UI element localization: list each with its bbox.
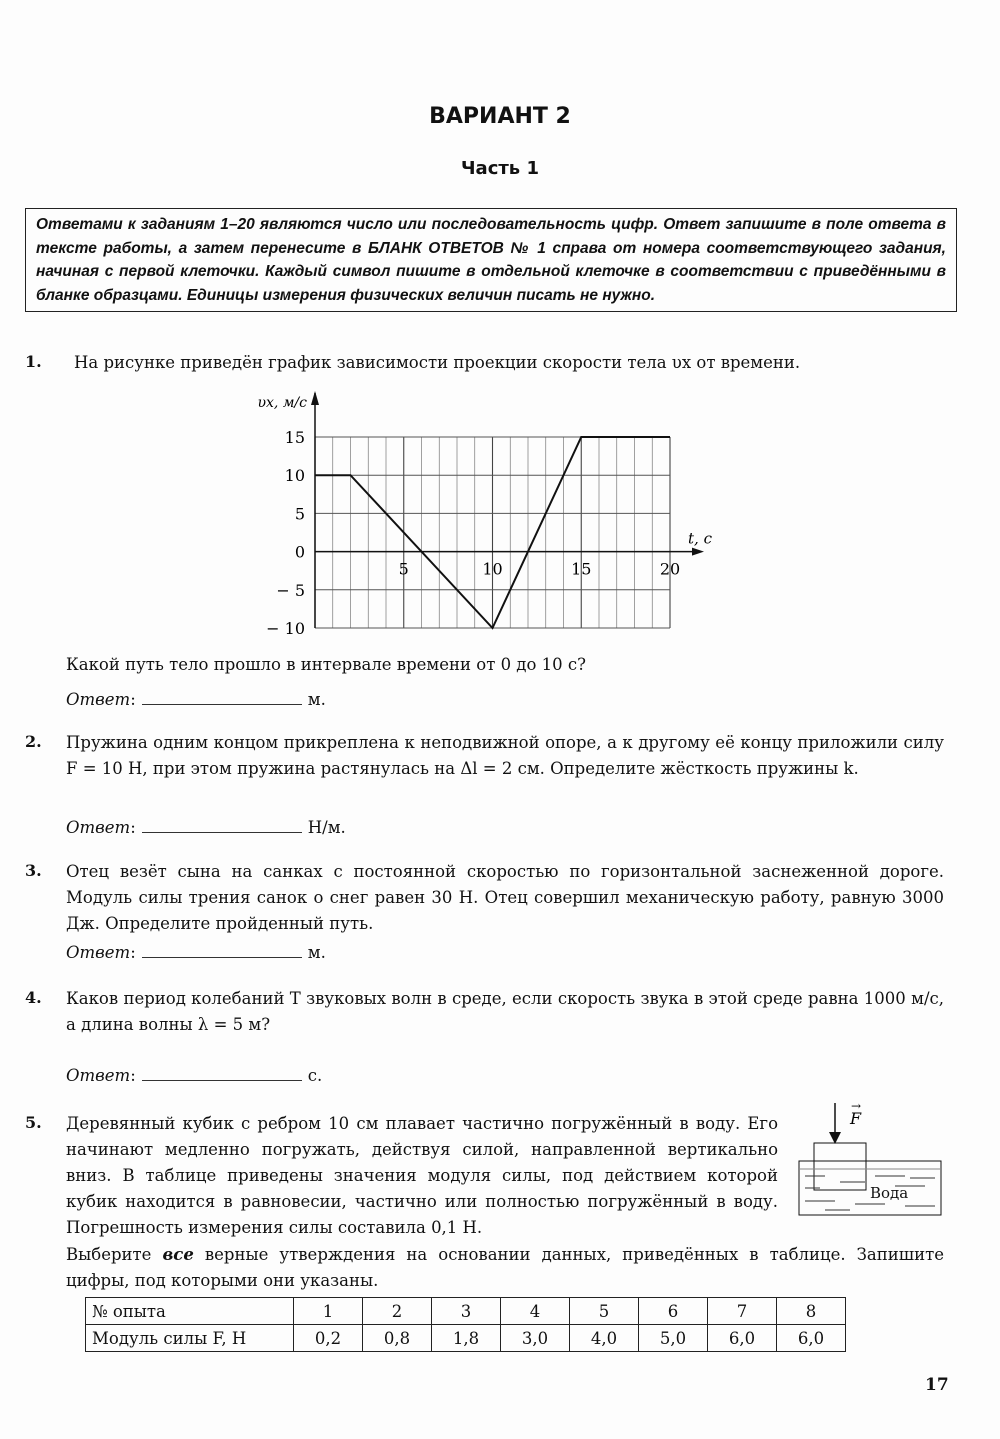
water-label: Вода [870, 1184, 909, 1202]
y-axis-arrow-icon [311, 391, 319, 405]
variant-title: ВАРИАНТ 2 [429, 104, 571, 129]
q2-text: Пружина одним концом прикреплена к неподвижной опоре, а к другому её концу приложили силу F = 10 Н, при этом пружина растянулась на Δl = 2 см. Определите жёсткость пружины k. [66, 733, 944, 778]
table-row: Модуль силы F, Н 0,2 0,8 1,8 3,0 4,0 5,0 6,0 6,0 [86, 1325, 846, 1352]
unit: м. [307, 690, 326, 709]
q5-select-instruction: Выберите все верные утверждения на основании данных, приведённых в таблице. Запишите цифры, под которыми они указаны. [66, 1245, 944, 1290]
part-title: Часть 1 [461, 158, 539, 179]
unit: м. [307, 943, 326, 962]
page-number: 17 [925, 1375, 949, 1395]
y-tick-label: 0 [294, 542, 305, 562]
cube-in-water-figure [795, 1098, 945, 1218]
q1-number: 1. [25, 352, 42, 371]
x-tick-label: 15 [571, 559, 592, 579]
q3-text: Отец везёт сына на санках с постоянной скоростью по горизонтальной заснеженной дороге. Модуль силы трения санок о снег равен 30 Н. Отец совершил механическую работу, равную 3000 Дж. Определите пройденный путь. [66, 862, 944, 933]
q3-answer-field[interactable] [142, 943, 302, 958]
y-axis-label: υx, м/с [257, 395, 307, 411]
q2-answer-field[interactable] [142, 818, 302, 833]
q1-answer: Ответ: м. [66, 690, 326, 709]
x-axis-label: t, с [688, 529, 712, 548]
y-tick-label: 10 [284, 466, 305, 486]
force-label: F [850, 1109, 862, 1128]
q5-text: Деревянный кубик с ребром 10 см плавает частично погружённый в воду. Его начинают медленно погружать, действуя силой, направленной вертикально вниз. В таблице приведены значения модуля силы, под действием которой кубик находится в равновесии, частично или полностью погружённый в воду. Погрешность измерения силы составила 0,1 Н. [66, 1114, 778, 1237]
answer-label: Ответ [66, 1066, 131, 1085]
q1-question: Какой путь тело прошло в интервале времени от 0 до 10 с? [66, 655, 586, 674]
unit: Н/м. [307, 818, 346, 837]
x-tick-label: 5 [398, 559, 409, 579]
y-tick-label: 15 [284, 428, 305, 447]
instructions-box: Ответами к заданиям 1–20 являются число или последовательность цифр. Ответ запишите в поле ответа в тексте работы, а затем перенесите в БЛАНК ОТВЕТОВ № 1 справа от номера соответствующего задания, начиная с первой клеточки. Каждый символ пишите в отдельной клеточке в соответствии с приведёнными в бланке образцами. Единицы измерения физических величин писать не нужно. [25, 208, 957, 312]
x-tick-label: 20 [659, 559, 681, 579]
q4-answer-field[interactable] [142, 1066, 302, 1081]
q3-answer: Ответ: м. [66, 943, 326, 962]
answer-label: Ответ [66, 943, 131, 962]
table-row: № опыта 1 2 3 4 5 6 7 8 [86, 1298, 846, 1325]
q1-answer-field[interactable] [142, 690, 302, 705]
y-tick-label: − 5 [276, 580, 305, 600]
y-tick-label: − 10 [266, 619, 305, 638]
velocity-chart [240, 385, 730, 645]
force-table [85, 1297, 846, 1352]
svg-text:→: → [851, 1099, 862, 1113]
answer-label: Ответ [66, 818, 131, 837]
q2-answer: Ответ: Н/м. [66, 818, 346, 837]
answer-label: Ответ [66, 690, 131, 709]
q1-text: На рисунке приведён график зависимости проекции скорости тела υx от времени. [74, 353, 801, 372]
q2-number: 2. [25, 732, 42, 751]
y-tick-label: 5 [294, 504, 305, 524]
q4-text: Каков период колебаний T звуковых волн в среде, если скорость звука в этой среде равна 1000 м/с, а длина волны λ = 5 м? [66, 989, 944, 1034]
x-axis-arrow-icon [692, 548, 704, 556]
q4-number: 4. [25, 988, 42, 1007]
q3-number: 3. [25, 861, 42, 880]
q4-answer: Ответ: с. [66, 1066, 323, 1085]
unit: с. [307, 1066, 323, 1085]
q5-number: 5. [25, 1113, 42, 1132]
x-tick-label: 10 [482, 559, 503, 579]
